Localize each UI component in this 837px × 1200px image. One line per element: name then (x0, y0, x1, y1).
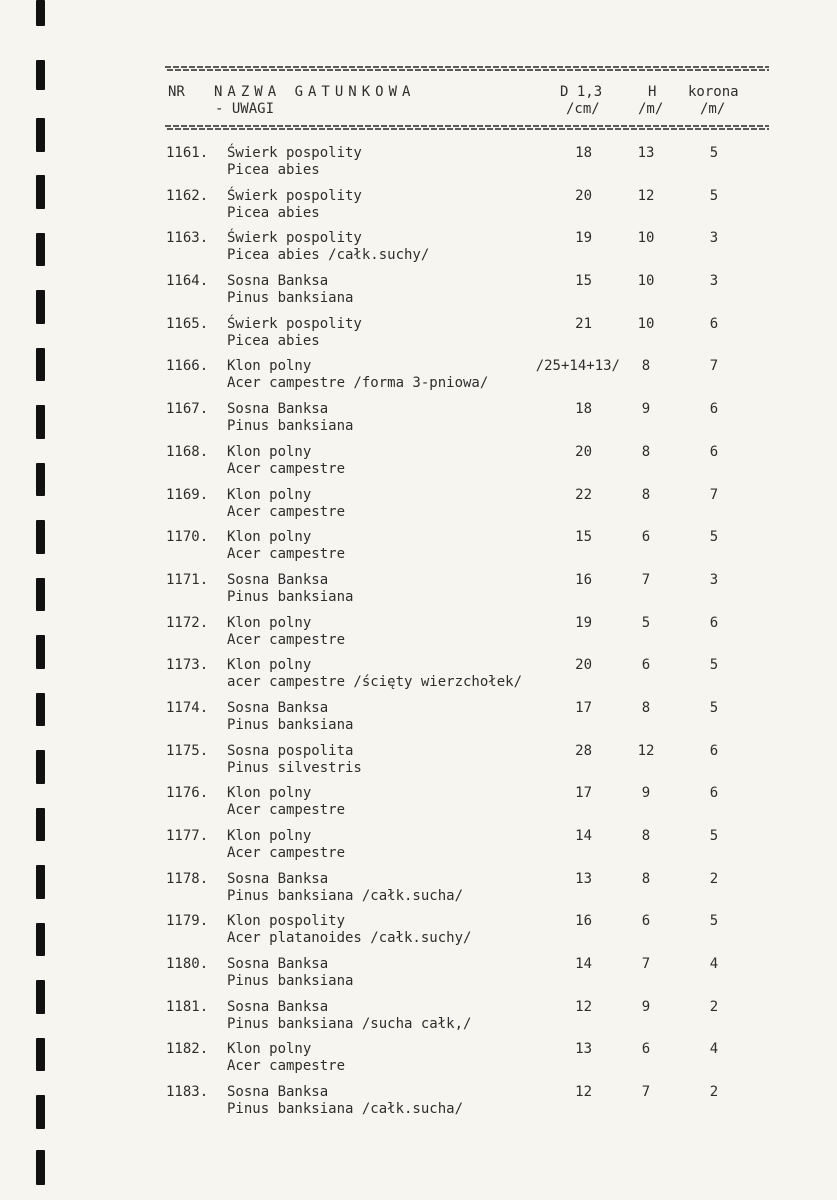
species-name: Świerk pospolity (227, 145, 362, 161)
latin-name-remarks: Acer campestre (227, 802, 346, 819)
crown-value: 3 (709, 571, 719, 588)
species-name: Klon polny (227, 785, 312, 802)
height-value: 6 (641, 657, 651, 674)
species-name: Klon polny (227, 828, 312, 844)
height-value: 9 (641, 998, 651, 1015)
species-name: Klon polny (227, 486, 312, 503)
diameter-value: 28 (575, 742, 592, 759)
crown-value: 2 (709, 870, 719, 887)
height-value: 10 (637, 230, 655, 247)
latin-name-remarks: Pinus banksiana /sucha całk,/ (227, 1015, 472, 1032)
header-height-unit: /m/ (638, 101, 664, 117)
crown-value: 5 (709, 699, 719, 716)
species-name: Sosna Banksa (227, 956, 329, 973)
crown-value: 5 (709, 657, 719, 674)
latin-name-remarks: Picea abies (227, 162, 320, 178)
height-value: 13 (637, 145, 655, 161)
tree-row (0, 145, 837, 188)
latin-name-remarks: Pinus banksiana (227, 290, 354, 307)
latin-name-remarks: Picea abies /całk.suchy/ (227, 247, 430, 264)
binding-hole (36, 0, 45, 26)
height-value: 7 (641, 571, 651, 588)
diameter-value: 15 (575, 529, 592, 546)
species-name: Sosna pospolita (227, 742, 354, 759)
tree-row (0, 358, 837, 401)
height-value: 7 (641, 1084, 651, 1101)
diameter-value: 18 (575, 145, 592, 161)
height-value: 8 (641, 828, 651, 844)
species-name: Sosna Banksa (227, 273, 329, 290)
height-value: 6 (641, 529, 651, 546)
tree-row (0, 785, 837, 828)
latin-name-remarks: Acer campestre /forma 3-pniowa/ (227, 375, 489, 392)
latin-name-remarks: Acer campestre (227, 460, 346, 477)
crown-value: 6 (709, 315, 719, 332)
row-number: 1180. (166, 956, 209, 973)
diameter-value: 17 (575, 785, 592, 802)
height-value: 12 (637, 187, 655, 204)
row-number: 1175. (166, 742, 209, 759)
latin-name-remarks: Pinus banksiana (227, 973, 354, 990)
tree-row (0, 572, 837, 615)
diameter-value: 18 (575, 401, 592, 418)
height-value: 8 (641, 358, 651, 375)
latin-name-remarks: Acer campestre (227, 1058, 346, 1075)
row-number: 1179. (166, 913, 209, 930)
tree-row (0, 316, 837, 359)
diameter-value: 14 (575, 828, 592, 844)
height-value: 6 (641, 913, 651, 930)
tree-row (0, 444, 837, 487)
tree-row (0, 956, 837, 999)
height-value: 8 (641, 443, 651, 460)
latin-name-remarks: Pinus silvestris (227, 759, 362, 776)
header-remarks: - UWAGI (215, 101, 275, 117)
diameter-value: 20 (575, 187, 592, 204)
latin-name-remarks: Acer platanoides /całk.suchy/ (227, 930, 472, 947)
diameter-value: 22 (575, 486, 592, 503)
latin-name-remarks: Pinus banksiana (227, 716, 354, 733)
diameter-value: 19 (575, 230, 592, 247)
tree-row (0, 828, 837, 871)
header-crown: korona (688, 84, 739, 100)
diameter-value: 14 (575, 956, 592, 973)
species-name: Klon polny (227, 358, 312, 375)
crown-value: 7 (709, 486, 719, 503)
species-name: Sosna Banksa (227, 998, 329, 1015)
header-diameter-unit: /cm/ (566, 101, 600, 117)
height-value: 10 (637, 315, 655, 332)
row-number: 1170. (166, 529, 209, 546)
latin-name-remarks: Pinus banksiana /całk.sucha/ (227, 887, 464, 904)
species-name: Sosna Banksa (227, 571, 329, 588)
header-diameter: D 1,3 (560, 84, 603, 100)
species-name: Świerk pospolity (227, 230, 362, 247)
species-name: Klon pospolity (227, 913, 346, 930)
row-number: 1177. (166, 828, 209, 844)
diameter-value: 13 (575, 1041, 592, 1058)
crown-value: 4 (709, 956, 719, 973)
header-top-rule (165, 66, 769, 71)
tree-row (0, 487, 837, 530)
species-name: Klon polny (227, 443, 312, 460)
header-bottom-rule (165, 125, 769, 130)
height-value: 8 (641, 486, 651, 503)
species-name: Sosna Banksa (227, 401, 329, 418)
crown-value: 6 (709, 785, 719, 802)
latin-name-remarks: Pinus banksiana (227, 588, 354, 605)
crown-value: 3 (709, 273, 719, 290)
crown-value: 4 (709, 1041, 719, 1058)
tree-row (0, 657, 837, 700)
row-number: 1176. (166, 785, 209, 802)
crown-value: 6 (709, 401, 719, 418)
species-name: Świerk pospolity (227, 315, 362, 332)
row-number: 1182. (166, 1041, 209, 1058)
diameter-value: 13 (575, 870, 592, 887)
latin-name-remarks: Acer campestre (227, 503, 346, 520)
row-number: 1183. (166, 1084, 209, 1101)
latin-name-remarks: Picea abies (227, 332, 320, 349)
diameter-value: 19 (575, 614, 592, 631)
crown-value: 3 (709, 230, 719, 247)
tree-row (0, 913, 837, 956)
height-value: 6 (641, 1041, 651, 1058)
diameter-value: /25+14+13/ (535, 358, 620, 375)
crown-value: 6 (709, 443, 719, 460)
header-crown-unit: /m/ (700, 101, 726, 117)
row-number: 1173. (166, 657, 209, 674)
species-name: Świerk pospolity (227, 187, 362, 204)
tree-row (0, 529, 837, 572)
row-number: 1171. (166, 571, 209, 588)
tree-row (0, 273, 837, 316)
species-name: Klon polny (227, 657, 312, 674)
tree-row (0, 230, 837, 273)
tree-row (0, 1084, 837, 1127)
row-number: 1178. (166, 870, 209, 887)
crown-value: 6 (709, 742, 719, 759)
binding-hole (36, 60, 45, 90)
height-value: 9 (641, 401, 651, 418)
diameter-value: 20 (575, 657, 592, 674)
diameter-value: 17 (575, 699, 592, 716)
crown-value: 2 (709, 998, 719, 1015)
height-value: 7 (641, 956, 651, 973)
species-name: Klon polny (227, 614, 312, 631)
row-number: 1169. (166, 486, 209, 503)
latin-name-remarks: Acer campestre (227, 631, 346, 648)
height-value: 8 (641, 699, 651, 716)
species-name: Klon polny (227, 529, 312, 546)
latin-name-remarks: Acer campestre (227, 546, 346, 563)
row-number: 1163. (166, 230, 209, 247)
header-height: H (648, 84, 657, 100)
row-number: 1161. (166, 145, 209, 161)
height-value: 10 (637, 273, 655, 290)
row-number: 1164. (166, 273, 209, 290)
latin-name-remarks: acer campestre /ścięty wierzchołek/ (227, 674, 523, 691)
diameter-value: 12 (575, 998, 592, 1015)
crown-value: 2 (709, 1084, 719, 1101)
height-value: 12 (637, 742, 655, 759)
row-number: 1172. (166, 614, 209, 631)
diameter-value: 16 (575, 571, 592, 588)
crown-value: 6 (709, 614, 719, 631)
tree-row (0, 401, 837, 444)
tree-row (0, 871, 837, 914)
latin-name-remarks: Pinus banksiana (227, 418, 354, 435)
species-name: Sosna Banksa (227, 870, 329, 887)
crown-value: 5 (709, 187, 719, 204)
tree-row (0, 615, 837, 658)
species-name: Klon polny (227, 1041, 312, 1058)
row-number: 1162. (166, 187, 209, 204)
crown-value: 5 (709, 145, 719, 161)
header-nr: NR (168, 84, 185, 100)
crown-value: 7 (709, 358, 719, 375)
tree-row (0, 999, 837, 1042)
row-number: 1167. (166, 401, 209, 418)
tree-row (0, 188, 837, 231)
diameter-value: 16 (575, 913, 592, 930)
latin-name-remarks: Picea abies (227, 204, 320, 221)
row-number: 1181. (166, 998, 209, 1015)
diameter-value: 21 (575, 315, 592, 332)
height-value: 8 (641, 870, 651, 887)
header-species-name: NAZWA GATUNKOWA (214, 84, 416, 100)
diameter-value: 20 (575, 443, 592, 460)
crown-value: 5 (709, 913, 719, 930)
row-number: 1165. (166, 315, 209, 332)
row-number: 1174. (166, 699, 209, 716)
species-name: Sosna Banksa (227, 1084, 329, 1101)
diameter-value: 12 (575, 1084, 592, 1101)
latin-name-remarks: Acer campestre (227, 845, 346, 861)
tree-list (0, 145, 837, 1127)
height-value: 5 (641, 614, 651, 631)
tree-row (0, 700, 837, 743)
latin-name-remarks: Pinus banksiana /całk.sucha/ (227, 1101, 464, 1118)
row-number: 1166. (166, 358, 209, 375)
crown-value: 5 (709, 828, 719, 844)
row-number: 1168. (166, 443, 209, 460)
tree-row (0, 1041, 837, 1084)
species-name: Sosna Banksa (227, 699, 329, 716)
height-value: 9 (641, 785, 651, 802)
diameter-value: 15 (575, 273, 592, 290)
tree-row (0, 743, 837, 786)
crown-value: 5 (709, 529, 719, 546)
